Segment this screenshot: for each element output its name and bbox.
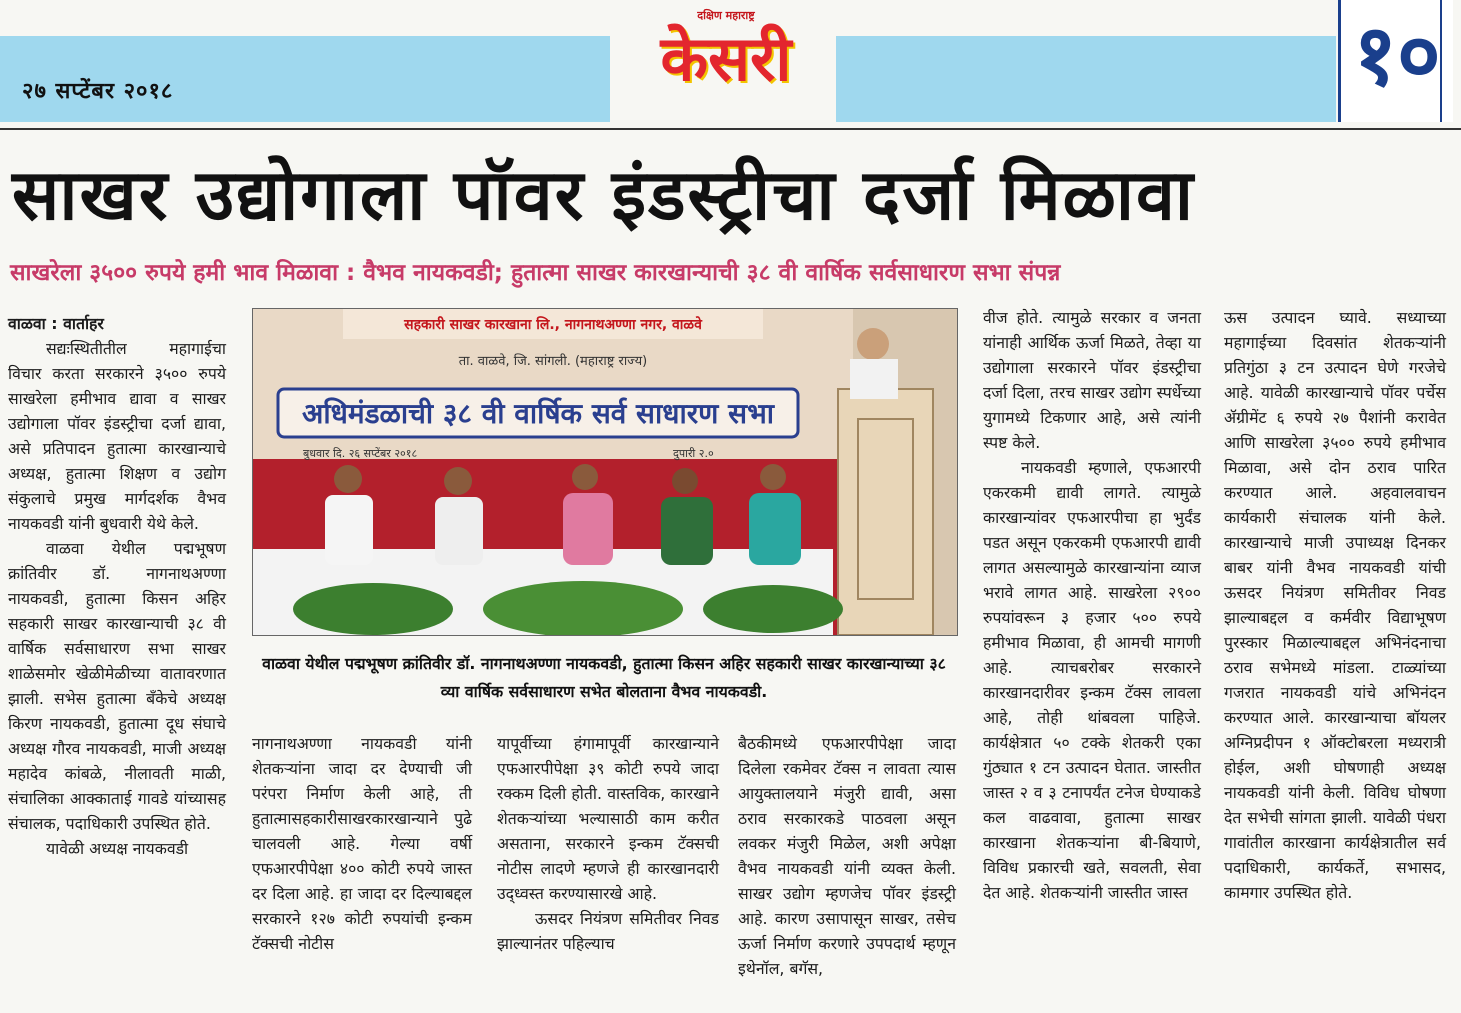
banner-line-2: ता. वाळवे, जि. सांगली. (महाराष्ट्र राज्य): [458, 354, 648, 369]
banner-line-1: सहकारी साखर कारखाना लि., नागनाथअण्णा नगर, वाळवे: [404, 317, 702, 333]
masthead-rule: [0, 128, 1461, 130]
paragraph: यावेळी अध्यक्ष नायकवडी: [46, 839, 189, 858]
paragraph: नागनाथअण्णा नायकवडी यांनी शेतकऱ्यांना जादा दर देण्याची जी परंपरा निर्माण केली आहे, ती हुतात्मासहकारीसाखरकारखान्याने पुढे चालवली आहे. गेल्या वर्षी एफआरपीपेक्षा ४०० कोटी रुपये जास्त दर दिला आहे. हा जादा दर दिल्याबद्दल सरकारने १२७ कोटी रुपयांची इन्कम टॅक्सची नोटीस: [252, 734, 472, 953]
logo-name: केसरी: [660, 22, 792, 95]
banner-date-left: बुधवार दि. २६ सप्टेंबर २०१८: [303, 447, 418, 460]
paragraph: यापूर्वीच्या हंगामापूर्वी कारखान्याने एफआरपीपेक्षा ३९ कोटी रुपये जादा रक्कम दिली होती. वास्तविक, कारखाने शेतकऱ्यांच्या भल्यासाठी काम करीत असताना, सरकारने इन्कम टॅक्सची नोटीस लादणे म्हणजे ही कारखानदारी उद्ध्वस्त करण्यासारखे आहे.: [497, 734, 719, 903]
article-column-4: [738, 731, 956, 981]
paragraph: ऊसदर नियंत्रण समितीवर निवड झाल्यानंतर पहिल्याच: [497, 909, 719, 953]
article-column-3: [497, 731, 719, 956]
article-column-5: [983, 305, 1201, 905]
headline: साखर उद्योगाला पॉवर इंडस्ट्रीचा दर्जा मिळावा: [12, 154, 1195, 236]
paragraph: सद्यःस्थितीतील महागाईचा विचार करता सरकारने ३५०० रुपये साखरेला हमीभाव द्यावा व साखर उद्योगाला पॉवर इंडस्ट्रीचा दर्जा द्यावा, असे प्रतिपादन हुतात्मा कारखान्याचे अध्यक्ष, हुतात्मा शिक्षण व उद्योग संकुलाचे प्रमुख मार्गदर्शक वैभव नायकवडी यांनी बुधवारी येथे केले.: [8, 339, 226, 533]
article-column-1: [8, 311, 226, 861]
page-number: १०: [1338, 0, 1453, 122]
byline: वाळवा : वार्ताहर: [8, 314, 104, 333]
event-photo: [252, 308, 958, 636]
paragraph: वाळवा येथील पद्मभूषण क्रांतिवीर डॉ. नागनाथअण्णा नायकवडी, हुतात्मा किसन अहिर सहकारी साखर कारखान्याची ३८ वी वार्षिक सर्वसाधारण सभा साखर शाळेसमोर खेळीमेळीच्या वातावरणात झाली. सभेस हुतात्मा बँकेचे अध्यक्ष किरण नायकवडी, हुतात्मा दूध संघाचे अध्यक्ष गौरव नायकवडी, माजी अध्यक्ष महादेव कांबळे, नीलावती माळी, संचालिका आक्काताई गावडे यांच्यासह संचालक, पदाधिकारी उपस्थित होते.: [8, 539, 226, 833]
photo-caption: वाळवा येथील पद्मभूषण क्रांतिवीर डॉ. नागनाथअण्णा नायकवडी, हुतात्मा किसन अहिर सहकारी साखर कारखान्याच्या ३८ व्या वार्षिक सर्वसाधारण सभेत बोलताना वैभव नायकवडी.: [262, 654, 946, 701]
paragraph: ऊस उत्पादन घ्यावे. सध्याच्या महागाईच्या दिवसांत शेतकऱ्यांनी प्रतिगुंठा ३ टन उत्पादन घेणे गरजेचे आहे. यावेळी कारखान्याचे पॉवर पर्चेस ॲग्रीमेंट ६ रुपये २७ पैशांनी करावेत आणि साखरेला ३५०० रुपये हमीभाव मिळावा, असे दोन ठराव पारित करण्यात आले. अहवालवाचन कार्यकारी संचालक यांनी केले. कारखान्याचे माजी उपाध्यक्ष दिनकर बाबर यांनी वैभव नायकवडी यांची ऊसदर नियंत्रण समितीवर निवड झाल्याबद्दल व कर्मवीर विद्याभूषण पुरस्कार मिळाल्याबद्दल अभिनंदनाचा ठराव सभेमध्ये मांडला. टाळ्यांच्या गजरात नायकवडी यांचे अभिनंदन करण्यात आले. कारखान्याचा बॉयलर अग्निप्रदीपन १ ऑक्टोबरला मध्यरात्री होईल, अशी घोषणाही अध्यक्ष नायकवडी यांनी केली. विविध घोषणा देत सभेची सांगता झाली. यावेळी पंधरा गावांतील कारखाना कार्यक्षेत्रातील सर्व पदाधिकारी, कार्यकर्ते, सभासद, कामगार उपस्थित होते.: [1224, 308, 1446, 902]
article-column-6: [1224, 305, 1446, 905]
logo-tagline: दक्षिण महाराष्ट्र: [697, 9, 755, 22]
banner-date-right: दुपारी २.०: [673, 447, 714, 460]
paragraph: बैठकीमध्ये एफआरपीपेक्षा जादा दिलेला रकमेवर टॅक्स न लावता त्यास आयुक्तालयाने मंजुरी द्यावी, असा ठराव सरकारकडे पाठवला असून लवकर मंजुरी मिळेल, अशी अपेक्षा वैभव नायकवडी यांनी व्यक्त केली. साखर उद्योग म्हणजेच पॉवर इंडस्ट्री आहे. कारण उसापासून साखर, तसेच ऊर्जा निर्माण करणारे उपपदार्थ म्हणून इथेनॉल, बगॅस,: [738, 734, 956, 978]
masthead: [0, 0, 1461, 135]
newspaper-logo: [626, 8, 826, 126]
banner-title: अधिमंडळाची ३८ वी वार्षिक सर्व साधारण सभा: [301, 397, 775, 430]
page-number-border: [1440, 0, 1448, 122]
paragraph: वीज होते. त्यामुळे सरकार व जनता यांनाही आर्थिक ऊर्जा मिळते, तेव्हा या उद्योगाला सरकारने पॉवर इंडस्ट्रीचा दर्जा दिला, तरच साखर उद्योग स्पर्धेच्या युगामध्ये टिकणार आहे, असे त्यांनी स्पष्ट केले.: [983, 308, 1201, 452]
article-column-2: [252, 731, 472, 956]
paragraph: नायकवडी म्हणाले, एफआरपी एकरकमी द्यावी लागते. त्यामुळे कारखान्यांवर एफआरपीचा हा भुर्दंड पडत असून एकरकमी एफआरपी द्यावी लागत असल्यामुळे कारखान्यांना व्याज भरावे लागत आहे. साखरेला २९०० रुपयांवरून ३ हजार ५०० रुपये हमीभाव मिळावा, ही आमची मागणी आहे. त्याचबरोबर सरकारने कारखानदारीवर इन्कम टॅक्स लावला आहे, तोही थांबवला पाहिजे. कार्यक्षेत्रात ५० टक्के शेतकरी एका गुंठ्यात १ टन उत्पादन घेतात. जास्तीत जास्त २ व ३ टनापर्यंत टनेज घेण्याकडे कल वाढवावा, हुतात्मा साखर कारखाना शेतकऱ्यांना बी-बियाणे, विविध प्रकारची खते, सवलती, सेवा देत आहे. शेतकऱ्यांनी जास्तीत जास्त: [983, 458, 1201, 902]
edition-date: २७ सप्टेंबर २०१८: [22, 79, 174, 104]
subheadline: साखरेला ३५०० रुपये हमी भाव मिळावा : वैभव नायकवडी; हुतात्मा साखर कारखान्याची ३८ वी वार्षिक सर्वसाधारण सभा संपन्न: [10, 260, 1061, 286]
masthead-band-right: [836, 36, 1336, 122]
